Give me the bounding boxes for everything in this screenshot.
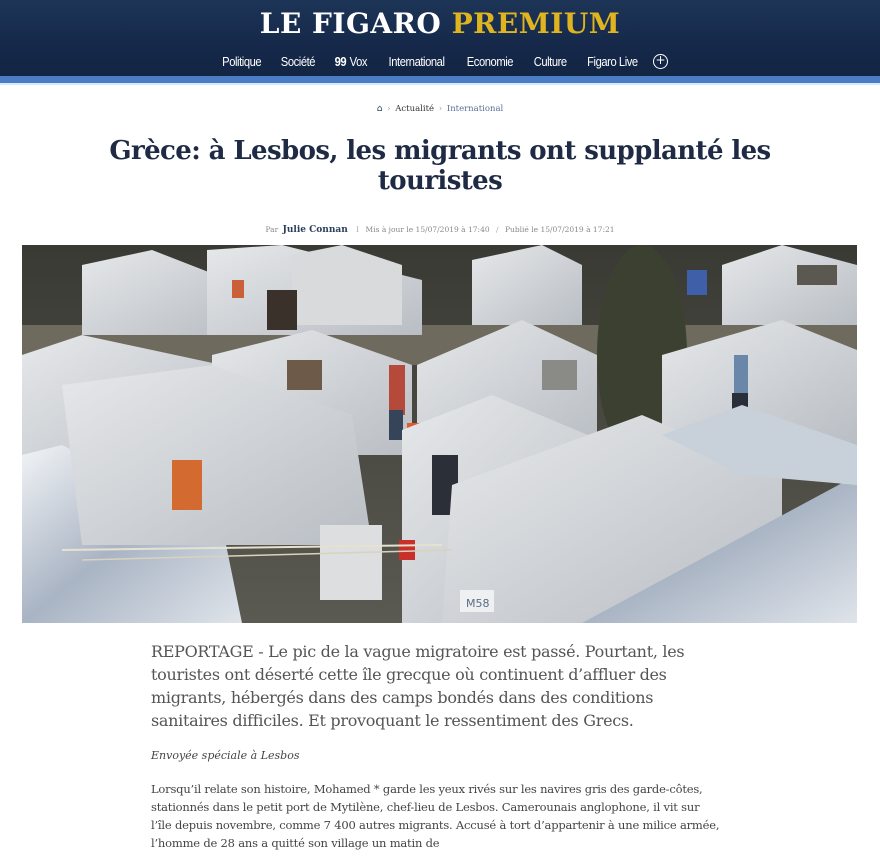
nav-item-vox[interactable] [329, 54, 373, 69]
byline-prefix: Par [265, 225, 279, 234]
header-stripe-light [0, 83, 880, 85]
breadcrumb-separator: › [438, 104, 443, 114]
logo-premium: PREMIUM [451, 7, 621, 40]
author-link[interactable]: Julie Connan [282, 225, 348, 235]
nav-item-societe[interactable]: Société [281, 53, 316, 69]
tent-label: M58 [466, 597, 490, 610]
main-nav [0, 50, 880, 72]
site-header [0, 0, 880, 76]
updated-date: Mis à jour le 15/07/2019 à 17:40 [365, 225, 490, 234]
breadcrumb [0, 104, 880, 114]
site-logo[interactable] [0, 7, 880, 41]
breadcrumb-separator: › [387, 104, 391, 114]
article-photo [22, 245, 857, 623]
article-lead: REPORTAGE - Le pic de la vague migratoire est passé. Pourtant, les touristes ont déserté cette île grecque où continuent d’affluer des migrants, hébergés dans des camps bondés dans des conditions sanitaires difficiles. Et provoquant le ressentiment des Grecs. [151, 642, 685, 730]
nav-item-figaro-live[interactable]: Figaro Live [587, 53, 638, 69]
nav-item-politique[interactable]: Politique [222, 53, 262, 69]
byline-separator: I [356, 225, 360, 234]
nav-item-international[interactable]: International [388, 53, 445, 69]
nav-item-culture[interactable]: Culture [533, 53, 567, 69]
plus-circle-icon[interactable]: + [653, 54, 668, 69]
published-date: Publié le 15/07/2019 à 17:21 [504, 225, 615, 234]
article-title: Grèce: à Lesbos, les migrants ont supplanté les touristes [109, 136, 771, 196]
byline [0, 225, 880, 235]
nav-item-label: Vox [349, 53, 368, 69]
quote-icon: 99 [334, 53, 347, 69]
article-dateline: Envoyée spéciale à Lesbos [151, 749, 300, 762]
byline-slash: / [496, 225, 499, 234]
article-body: Lorsqu’il relate son histoire, Mohamed * garde les yeux rivés sur les navires gris des garde-côtes, stationnés dans le petit port de Mytilène, chef-lieu de Lesbos. Camerounais anglophone, il vit sur l’île depuis novembre, comme 7 400 autres migrants. Accusé à tort d’appartenir à une milice armée, l’homme de 28 ans a quitté son village un matin de [151, 782, 720, 850]
header-stripe [0, 76, 880, 83]
nav-item-economie[interactable]: Economie [466, 53, 513, 69]
logo-le-figaro: LE FIGARO [259, 7, 442, 40]
home-icon[interactable]: ⌂ [376, 104, 383, 114]
breadcrumb-actualite[interactable]: Actualité [395, 104, 435, 114]
tent-camp-image [22, 245, 857, 623]
breadcrumb-international[interactable]: International [446, 104, 504, 114]
